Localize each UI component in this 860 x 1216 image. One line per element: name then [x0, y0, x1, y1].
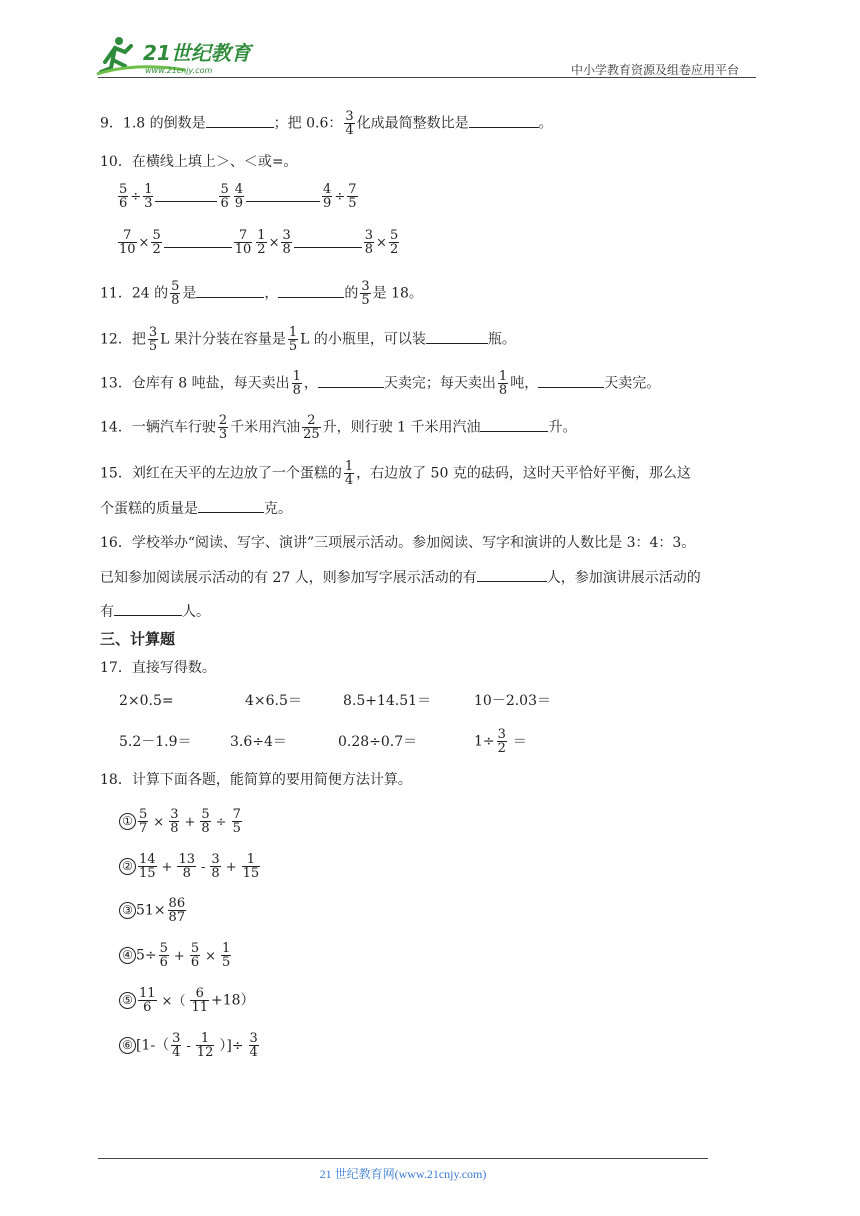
answer-blank[interactable]: [294, 247, 362, 248]
question-10: 10．在横线上填上＞、＜或=。: [100, 154, 298, 170]
footer-text[interactable]: 21 世纪教育网(www.21cnjy.com): [319, 1167, 487, 1181]
question-13: 13．仓库有 8 吨盐，每天卖出 $\frac{1}{8}$ ， 天卖完；每天卖出 $\frac{1}{8}$ 吨， 天卖完。: [100, 369, 661, 398]
oral-calc-3: 8.5+14.51＝: [343, 693, 432, 709]
answer-blank[interactable]: [196, 283, 264, 298]
answer-blank[interactable]: [198, 498, 264, 513]
footer-divider: [98, 1158, 708, 1159]
oral-calc-5: 5.2－1.9＝: [119, 734, 192, 750]
question-11: 11．24 的 $\frac{5}{8}$ 是 ， 的 $\frac{3}{5}$ 是 18。: [100, 279, 423, 308]
section-title: 三、计算题: [100, 630, 176, 648]
logo-title: 21世纪教育: [143, 41, 251, 65]
question-15-cont: 个蛋糕的质量是 克。: [100, 498, 292, 519]
compare-row-1: $\frac{5}{6}$ ÷ $\frac{1}{3}$ $\frac{5}{6}$ $\frac{4}{9}$ $\frac{4}{9}$ ÷ $\frac{7}{5}$: [119, 182, 357, 211]
oral-calc-6: 3.6÷4＝: [230, 734, 287, 750]
compare-row-2: $\frac{7}{10}$ × $\frac{5}{2}$ $\frac{7}{10}$ $\frac{1}{2}$ × $\frac{3}{8}$ $\frac{3}{8}$ × $\frac{5}{2}$: [119, 228, 399, 257]
calc-item-1: ① $\frac{5}{7}$ × $\frac{3}{8}$ + $\frac{5}{8}$ ÷ $\frac{7}{5}$: [119, 808, 244, 835]
calc-item-6: ⑥ [1-（ $\frac{3}{4}$ - $\frac{1}{12}$ ）]÷ $\frac{3}{4}$: [119, 1032, 261, 1059]
calc-item-3: ③ 51× $\frac{86}{87}$: [119, 897, 188, 924]
question-17: 17．直接写得数。: [100, 660, 216, 676]
answer-blank[interactable]: [206, 113, 274, 128]
logo-url: www.21cnjy.com: [145, 66, 213, 75]
question-9: 9．1.8 的倒数是 ；把 0.6： $\frac{3}{4}$ 化成最简整数比是 。: [100, 109, 553, 138]
oral-calc-2: 4×6.5＝: [245, 693, 302, 709]
calc-item-2: ② $\frac{14}{15}$ + $\frac{13}{8}$ - $\frac{3}{8}$ + $\frac{1}{15}$: [119, 853, 262, 880]
answer-blank[interactable]: [114, 601, 182, 616]
question-14: 14．一辆汽车行驶 $\frac{2}{3}$ 千米用汽油 $\frac{2}{25}$ 升，则行驶 1 千米用汽油 升。: [100, 413, 577, 442]
fraction: $\frac{3}{4}$: [345, 109, 354, 138]
calc-item-4: ④ 5÷ $\frac{5}{6}$ + $\frac{5}{6}$ × $\frac{1}{5}$: [119, 942, 233, 969]
answer-blank[interactable]: [426, 329, 488, 344]
site-logo: [95, 32, 265, 78]
question-16: 16．学校举办“阅读、写字、演讲”三项展示活动。参加阅读、写字和演讲的人数比是 3：4：3。: [100, 535, 696, 551]
answer-blank[interactable]: [164, 247, 232, 248]
question-15: 15．刘红在天平的左边放了一个蛋糕的 $\frac{1}{4}$ ，右边放了 50 克的砝码，这时天平恰好平衡，那么这: [100, 459, 691, 488]
answer-blank[interactable]: [477, 567, 547, 582]
answer-blank[interactable]: [155, 201, 217, 202]
header-divider: [98, 77, 756, 78]
header-platform-text: 中小学教育资源及组卷应用平台: [571, 63, 740, 77]
answer-blank[interactable]: [480, 417, 548, 432]
oral-calc-8: 1÷ $\frac{3}{2}$ ＝: [474, 727, 527, 756]
answer-blank[interactable]: [538, 373, 604, 388]
question-12: 12．把 $\frac{3}{5}$ L 果汁分装在容量是 $\frac{1}{5}$ L 的小瓶里，可以装 瓶。: [100, 325, 516, 354]
question-16-line3: 有 人。: [100, 601, 210, 622]
question-16-line2: 已知参加阅读展示活动的有 27 人，则参加写字展示活动的有 人，参加演讲展示活动的: [100, 567, 701, 588]
oral-calc-7: 0.28÷0.7＝: [338, 734, 418, 750]
oral-calc-1: 2×0.5=: [119, 693, 174, 709]
answer-blank[interactable]: [469, 113, 539, 128]
answer-blank[interactable]: [278, 283, 344, 298]
question-18: 18．计算下面各题，能简算的要用简便方法计算。: [100, 772, 412, 788]
calc-item-5: ⑤ $\frac{11}{6}$ ×（ $\frac{6}{11}$ +18）: [119, 987, 255, 1014]
answer-blank[interactable]: [318, 373, 384, 388]
oral-calc-4: 10－2.03＝: [474, 693, 551, 709]
answer-blank[interactable]: [246, 201, 320, 202]
